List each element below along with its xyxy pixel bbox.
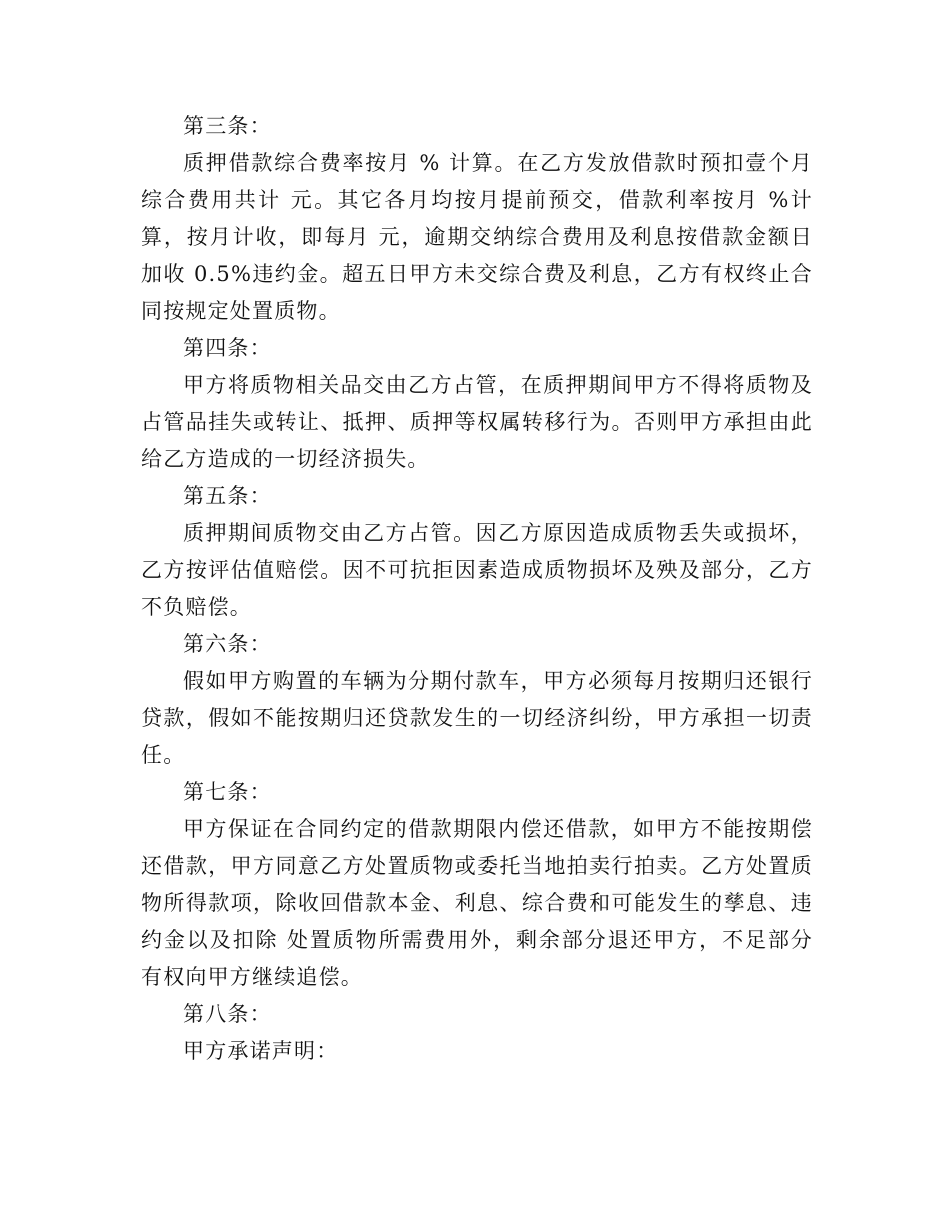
document-body [141,108,813,1070]
article-8-heading: 第八条： [183,1002,272,1026]
article-6-text: 假如甲方购置的车辆为分期付款车，甲方必须每月按期归还银行贷款，假如不能按期归还贷款发生的一切经济纠纷，甲方承担一切责任。 [141,669,813,767]
article-6-heading: 第六条： [183,632,272,656]
article-4-text: 甲方将质物相关品交由乙方占管，在质押期间甲方不得将质物及占管品挂失或转让、抵押、质押等权属转移行为。否则甲方承担由此给乙方造成的一切经济损失。 [141,373,813,471]
article-7-heading: 第七条： [183,780,272,804]
article-7-text: 甲方保证在合同约定的借款期限内偿还借款，如甲方不能按期偿还借款，甲方同意乙方处置质物或委托当地拍卖行拍卖。乙方处置质物所得款项，除收回借款本金、利息、综合费和可能发生的孳息、违约金以及扣除 处置质物所需费用外，剩余部分退还甲方，不足部分有权向甲方继续追偿。 [141,817,813,989]
article-3-text: 质押借款综合费率按月 % 计算。在乙方发放借款时预扣壹个月综合费用共计 元。其它各月均按月提前预交，借款利率按月 %计算，按月计收，即每月 元，逾期交纳综合费用及利息按借款金额日加收 0.5%违约金。超五日甲方未交综合费及利息，乙方有权终止合同按规定处置质物。 [141,151,813,323]
article-8-text: 甲方承诺声明： [183,1039,339,1063]
article-3-heading: 第三条： [183,114,272,138]
article-4-heading: 第四条： [183,336,272,360]
article-5-heading: 第五条： [183,484,272,508]
article-5-text: 质押期间质物交由乙方占管。因乙方原因造成质物丢失或损坏，乙方按评估值赔偿。因不可抗拒因素造成质物损坏及殃及部分，乙方不负赔偿。 [141,521,813,619]
